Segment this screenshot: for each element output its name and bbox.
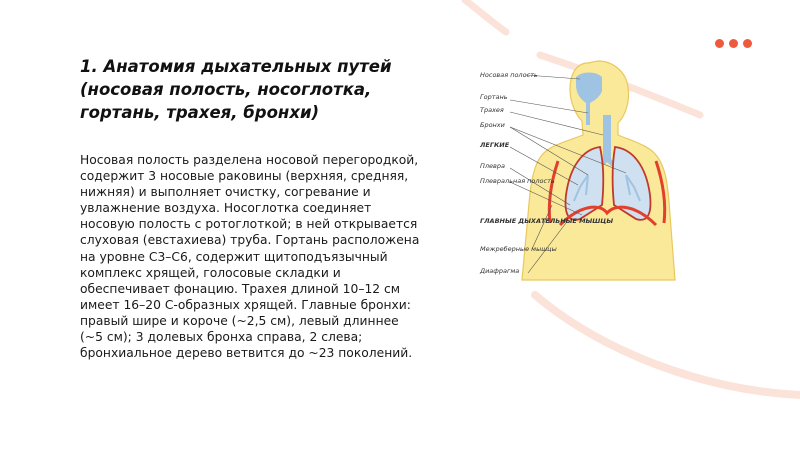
label-intercostal-muscles: Межреберные мышцы [480,245,557,253]
dot [729,39,738,48]
label-pleural-cavity: Плевральная полость [480,177,555,185]
label-pleura: Плевра [480,162,505,170]
dot [743,39,752,48]
label-diaphragm: Диафрагма [480,267,520,275]
label-lungs: ЛЕГКИЕ [480,141,510,149]
label-trachea: Трахея [480,106,504,114]
decorative-dots [715,39,752,48]
dot [715,39,724,48]
slide-body-text: Носовая полость разделена носовой перегородкой, содержит 3 носовые раковины (верхняя, средняя, нижняя) и выполняет очистку, согревание и увлажнение воздуха. Носоглотка соединяет носовую полость с ротоглоткой; в ней открывается слуховая (евстахиева) труба. Гортань расположена на уровне C3–C6, содержит щитоподъязычный комплекс хрящей, голосовые складки и обеспечивает фонацию. Трахея длиной 10–12 см имеет 16–20 С-образных хрящей. Главные бронхи: правый шире и короче (~2,5 см), левый длиннее (~5 см); 3 долевых бронха справа, 2 слева; бронхиальное дерево ветвится до ~23 поколений. [80,153,420,361]
slide-title: 1. Анатомия дыхательных путей (носовая полость, носоглотка, гортань, трахея, бронхи) [80,57,392,122]
label-nasal-cavity: Носовая полость [480,71,538,79]
label-bronchi: Бронхи [480,121,505,129]
label-main-respiratory-muscles: ГЛАВНЫЕ ДЫХАТЕЛЬНЫЕ МЫШЦЫ [480,217,614,225]
respiratory-anatomy-diagram [470,55,700,290]
label-larynx: Гортань [480,93,508,101]
